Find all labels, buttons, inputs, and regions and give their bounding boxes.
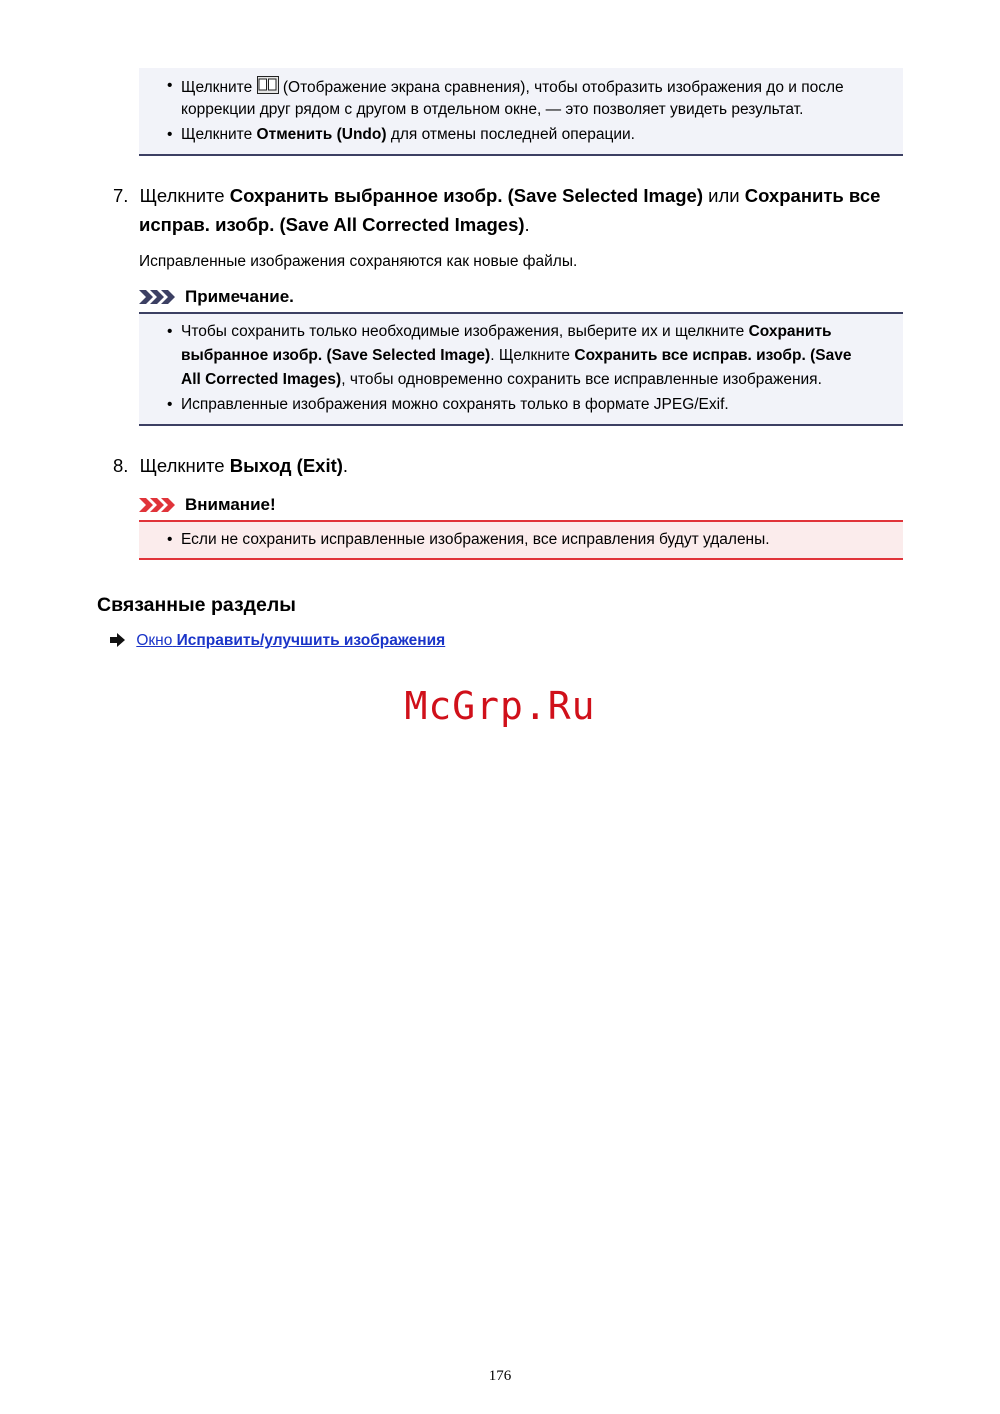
save-selected-label: выбранное изобр. (Save Selected Image) <box>181 347 491 364</box>
watermark: McGrp.Ru <box>404 684 596 728</box>
bullet: • <box>167 531 173 548</box>
note-item-compare-cont: коррекции друг рядом с другом в отдельном окне, — это позволяет увидеть результат. <box>181 101 804 118</box>
note-label: Примечание. <box>185 287 294 306</box>
warning-box <box>139 520 903 560</box>
note-item-undo <box>181 125 635 145</box>
link-text: Окно <box>136 632 173 649</box>
text: . <box>342 455 349 476</box>
text: для отмены последней операции. <box>390 126 635 143</box>
save-all-label-cont: исправ. изобр. (Save All Corrected Images) <box>139 214 525 235</box>
text: Щелкните <box>181 126 253 143</box>
warning-chevrons-icon <box>139 496 183 514</box>
undo-label: Отменить (Undo) <box>256 126 387 143</box>
page-number: 176 <box>488 1368 512 1384</box>
save-label: Сохранить <box>748 323 832 340</box>
exit-label: Выход (Exit) <box>229 455 343 476</box>
arrow-right-icon <box>110 633 126 647</box>
step-number: 8. <box>113 455 129 476</box>
step-8 <box>113 454 348 478</box>
save-selected-label: Сохранить выбранное изобр. (Save Selected Image) <box>229 185 703 206</box>
save-all-label: Сохранить все исправ. изобр. (Save <box>574 347 852 364</box>
step-7-cont <box>139 213 530 237</box>
text: Щелкните <box>181 79 253 96</box>
text: , чтобы одновременно сохранить все исправленные изображения. <box>341 371 822 388</box>
warning-item: Если не сохранить исправленные изображения, все исправления будут удалены. <box>181 531 770 548</box>
text: или <box>708 185 740 206</box>
bullet: • <box>167 396 173 413</box>
text: Щелкните <box>139 455 225 476</box>
warning-label: Внимание! <box>185 495 276 514</box>
bullet: • <box>167 77 173 94</box>
bullet: • <box>167 323 173 340</box>
note-item-1-line-2 <box>181 346 851 366</box>
related-link-row <box>110 632 445 650</box>
step-number: 7. <box>113 185 129 206</box>
text: . Щелкните <box>490 347 571 364</box>
text: Щелкните <box>139 185 225 206</box>
note-box <box>139 312 903 426</box>
note-item-1-line-3 <box>181 370 822 390</box>
note-item-compare <box>181 76 844 98</box>
related-topics-title: Связанные разделы <box>97 594 296 616</box>
compare-screen-icon <box>257 76 279 94</box>
bullet: • <box>167 126 173 143</box>
note-box-continued <box>139 68 903 156</box>
step-7-description: Исправленные изображения сохраняются как новые файлы. <box>139 253 578 270</box>
text: Чтобы сохранить только необходимые изображения, выберите их и щелкните <box>181 323 745 340</box>
text: . <box>524 214 530 235</box>
save-all-label: Сохранить все <box>744 185 881 206</box>
note-chevrons-icon <box>139 288 183 306</box>
save-all-label-cont: All Corrected Images) <box>181 371 342 388</box>
note-item-1-line-1 <box>181 322 832 342</box>
text: (Отображение экрана сравнения), чтобы отобразить изображения до и после <box>282 79 844 96</box>
step-7 <box>113 184 880 208</box>
note-item-2: Исправленные изображения можно сохранять только в формате JPEG/Exif. <box>181 396 729 413</box>
related-link[interactable] <box>136 632 445 649</box>
link-text-bold: Исправить/улучшить изображения <box>176 632 446 649</box>
